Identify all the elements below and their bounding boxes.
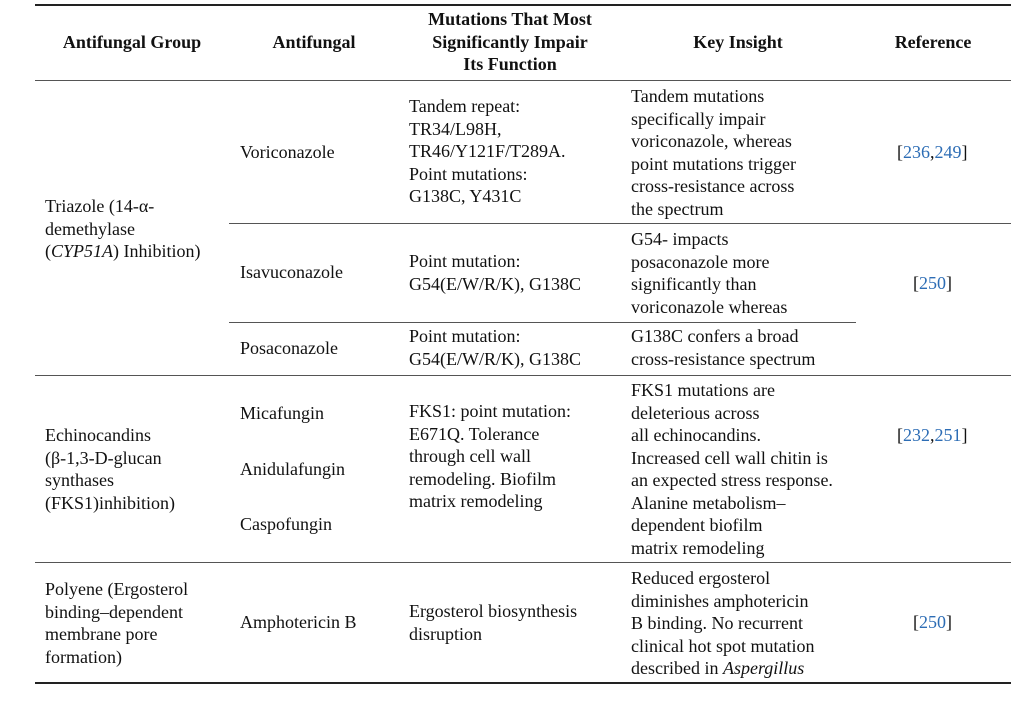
ref-bracket: ] bbox=[946, 612, 952, 632]
header-mutations-line: Its Function bbox=[463, 54, 557, 74]
rule-isavu-posa bbox=[229, 322, 856, 323]
group-line: demethylase bbox=[45, 218, 135, 239]
mutation-line: remodeling. Biofilm bbox=[409, 468, 556, 489]
insight-voriconazole bbox=[631, 85, 796, 220]
group-line: formation) bbox=[45, 646, 122, 667]
group-line: Echinocandins bbox=[45, 425, 151, 445]
drug-micafungin: Micafungin bbox=[240, 403, 324, 423]
mutation-line: FKS1: point mutation: bbox=[409, 401, 572, 421]
ref-bracket: [ bbox=[897, 425, 903, 445]
ref-separator: , bbox=[930, 425, 935, 445]
drug-voriconazole: Voriconazole bbox=[240, 142, 335, 162]
mutation-voriconazole bbox=[409, 95, 566, 208]
citation-link[interactable]: 250 bbox=[919, 612, 946, 632]
mutation-line: Point mutations: bbox=[409, 163, 528, 184]
mutation-line: G54(E/W/R/K), G138C bbox=[409, 273, 581, 294]
insight-polyene bbox=[631, 567, 814, 680]
insight-line-pre: described in bbox=[631, 658, 723, 678]
header-reference: Reference bbox=[894, 32, 972, 52]
insight-line: Alanine metabolism– bbox=[631, 492, 786, 513]
group-line-pre: ( bbox=[45, 241, 51, 261]
group-line: (FKS1)inhibition) bbox=[45, 492, 176, 513]
gene-name: CYP51A bbox=[51, 241, 114, 261]
drug-isavuconazole: Isavuconazole bbox=[240, 262, 343, 282]
drug-caspofungin: Caspofungin bbox=[240, 514, 332, 534]
insight-posaconazole bbox=[631, 325, 815, 370]
citation-link[interactable]: 236 bbox=[903, 142, 930, 162]
mutation-line: Tandem repeat: bbox=[409, 96, 521, 116]
insight-line: all echinocandins. bbox=[631, 425, 761, 445]
ref-bracket: [ bbox=[913, 612, 919, 632]
genus-name: Aspergillus bbox=[722, 658, 805, 678]
group-line: binding–dependent bbox=[45, 601, 183, 622]
insight-line: matrix remodeling bbox=[631, 537, 765, 558]
header-antifungal: Antifungal bbox=[272, 32, 356, 52]
ref-bracket: [ bbox=[897, 142, 903, 162]
mutation-posaconazole bbox=[409, 325, 581, 370]
insight-line: posaconazole more bbox=[631, 251, 770, 272]
mutation-line: disruption bbox=[409, 623, 483, 644]
insight-line: diminishes amphotericin bbox=[631, 590, 809, 611]
insight-line: deleterious across bbox=[631, 402, 760, 423]
reference-isavuconazole bbox=[913, 272, 952, 295]
mutation-polyene bbox=[409, 600, 577, 645]
insight-line: G138C confers a broad bbox=[631, 326, 799, 346]
rule-echino-polyene bbox=[35, 562, 1011, 563]
mutation-line: Point mutation: bbox=[409, 251, 521, 271]
insight-line: specifically impair bbox=[631, 108, 766, 129]
group-line bbox=[45, 240, 201, 263]
mutation-line: Point mutation: bbox=[409, 326, 521, 346]
triazole-group-cell bbox=[45, 195, 201, 263]
reference-voriconazole bbox=[897, 141, 968, 164]
insight-line: dependent biofilm bbox=[631, 515, 763, 535]
group-line: synthases bbox=[45, 470, 114, 490]
header-antifungal-group: Antifungal Group bbox=[62, 32, 202, 52]
insight-line: point mutations trigger bbox=[631, 153, 796, 174]
insight-line: B binding. No recurrent bbox=[631, 613, 803, 633]
insight-line bbox=[631, 657, 814, 680]
mutation-line: matrix remodeling bbox=[409, 491, 543, 511]
header-mutations-line: Significantly Impair bbox=[432, 31, 588, 52]
mutation-echinocandins bbox=[409, 400, 571, 513]
citation-link[interactable]: 250 bbox=[919, 273, 946, 293]
insight-line: FKS1 mutations are bbox=[631, 380, 775, 400]
insight-line: voriconazole, whereas bbox=[631, 131, 792, 151]
group-line: Triazole (14-α- bbox=[45, 196, 155, 216]
header-mutations-line: Mutations That Most bbox=[428, 9, 592, 29]
header-key-insight: Key Insight bbox=[693, 32, 783, 52]
mutation-line: E671Q. Tolerance bbox=[409, 423, 540, 444]
insight-line: Tandem mutations bbox=[631, 86, 765, 106]
drug-anidulafungin: Anidulafungin bbox=[240, 459, 345, 479]
mutation-line: TR46/Y121F/T289A. bbox=[409, 141, 566, 161]
header-mutations bbox=[400, 8, 620, 76]
insight-line: G54- impacts bbox=[631, 229, 729, 249]
insight-line: an expected stress response. bbox=[631, 470, 833, 490]
drug-posaconazole: Posaconazole bbox=[240, 338, 338, 358]
drug-amphotericin-b: Amphotericin B bbox=[240, 612, 357, 632]
table-bottom-rule bbox=[35, 682, 1011, 684]
group-line: membrane pore bbox=[45, 624, 158, 644]
insight-line: clinical hot spot mutation bbox=[631, 635, 815, 656]
rule-vori-isavu bbox=[229, 223, 1011, 224]
mutation-line: TR34/L98H, bbox=[409, 118, 502, 139]
ref-separator: , bbox=[930, 142, 935, 162]
mutation-line: Ergosterol biosynthesis bbox=[409, 601, 578, 621]
reference-polyene bbox=[913, 611, 952, 634]
group-line-post: ) Inhibition) bbox=[113, 241, 201, 261]
insight-line: the spectrum bbox=[631, 198, 724, 219]
echinocandins-group-cell bbox=[45, 424, 175, 514]
polyene-group-cell bbox=[45, 578, 188, 668]
insight-line: significantly than bbox=[631, 274, 757, 294]
ref-bracket: ] bbox=[961, 425, 968, 445]
mutation-line: through cell wall bbox=[409, 446, 531, 466]
ref-bracket: [ bbox=[913, 273, 919, 293]
insight-line: cross-resistance spectrum bbox=[631, 348, 816, 369]
rule-triazole-echino bbox=[35, 375, 1011, 376]
mutation-line: G138C, Y431C bbox=[409, 186, 522, 206]
header-bottom-rule bbox=[35, 80, 1011, 81]
ref-bracket: ] bbox=[961, 142, 968, 162]
mutation-isavuconazole bbox=[409, 250, 581, 295]
mutation-line: G54(E/W/R/K), G138C bbox=[409, 348, 581, 369]
group-line: Polyene (Ergosterol bbox=[45, 579, 189, 599]
group-line: (β-1,3-D-glucan bbox=[45, 447, 162, 468]
insight-echinocandins bbox=[631, 379, 833, 559]
ref-bracket: ] bbox=[946, 273, 952, 293]
reference-echinocandins bbox=[897, 424, 968, 447]
insight-isavuconazole bbox=[631, 228, 787, 318]
insight-line: voriconazole whereas bbox=[631, 296, 788, 317]
citation-link[interactable]: 232 bbox=[903, 425, 930, 445]
table-top-rule bbox=[35, 4, 1011, 6]
citation-link[interactable]: 249 bbox=[934, 142, 962, 162]
insight-line: cross-resistance across bbox=[631, 176, 795, 196]
citation-link[interactable]: 251 bbox=[934, 425, 962, 445]
insight-line: Increased cell wall chitin is bbox=[631, 447, 828, 468]
insight-line: Reduced ergosterol bbox=[631, 568, 771, 588]
